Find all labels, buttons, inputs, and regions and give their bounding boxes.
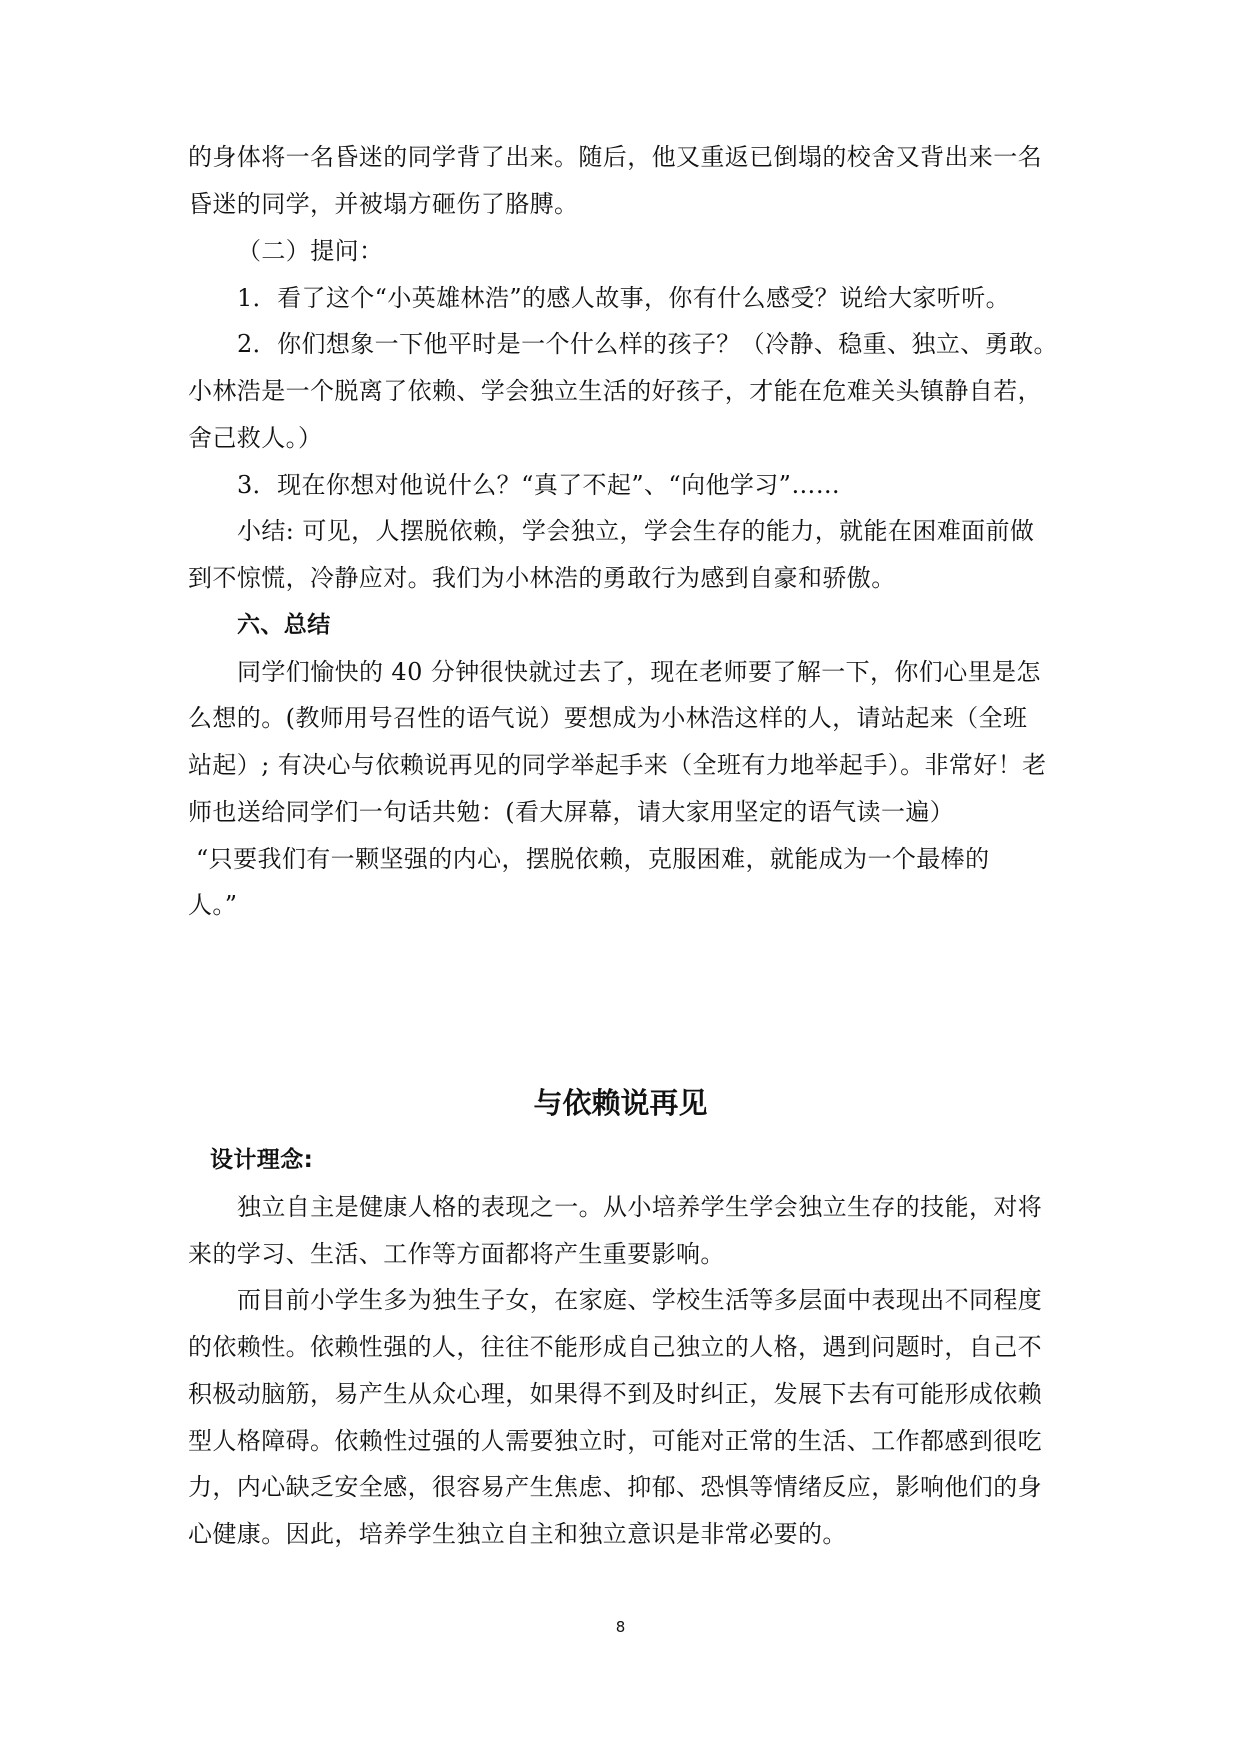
quote-line: 人。” [188,891,238,919]
conclusion-line: 么想的。(教师用号召性的语气说）要想成为小林浩这样的人，请站起来（全班 [188,704,1028,732]
section-heading: 六、总结 [237,612,331,638]
paragraph-line: 的依赖性。依赖性强的人，往往不能形成自己独立的人格，遇到问题时，自己不 [188,1333,1042,1361]
quote-line: “只要我们有一颗坚强的内心，摆脱依赖，克服困难，就能成为一个最棒的 [196,845,990,873]
question-1: 1．看了这个“小英雄林浩”的感人故事，你有什么感受？说给大家听听。 [237,284,1011,312]
question-2-line: 小林浩是一个脱离了依赖、学会独立生活的好孩子，才能在危难关头镇静自若， [188,377,1042,405]
question-2-line: 2．你们想象一下他平时是一个什么样的孩子？（冷静、稳重、独立、勇敢。 [237,330,1058,358]
summary-line: 到不惊慌，冷静应对。我们为小林浩的勇敢行为感到自豪和骄傲。 [188,564,896,592]
design-heading: 设计理念: [210,1147,314,1173]
section-subheading: （二）提问： [237,237,384,265]
paragraph-line: 积极动脑筋，易产生从众心理，如果得不到及时纠正，发展下去有可能形成依赖 [188,1380,1042,1408]
page-number: 8 [615,1618,626,1636]
paragraph-line: 来的学习、生活、工作等方面都将产生重要影响。 [188,1240,725,1268]
conclusion-line: 同学们愉快的 40 分钟很快就过去了，现在老师要了解一下，你们心里是怎 [237,658,1041,686]
conclusion-line: 师也送给同学们一句话共勉：(看大屏幕，请大家用坚定的语气读一遍） [188,798,955,826]
paragraph-line: 而目前小学生多为独生子女，在家庭、学校生活等多层面中表现出不同程度 [237,1286,1043,1314]
paragraph-line: 独立自主是健康人格的表现之一。从小培养学生学会独立生存的技能，对将 [237,1193,1043,1221]
lesson-title: 与依赖说再见 [533,1086,708,1120]
question-2-line: 舍己救人。） [188,424,323,452]
conclusion-line: 站起）; 有决心与依赖说再见的同学举起手来（全班有力地举起手）。非常好！老 [188,751,1047,779]
body-line: 的身体将一名昏迷的同学背了出来。随后，他又重返已倒塌的校舍又背出来一名 [188,143,1042,171]
paragraph-line: 心健康。因此，培养学生独立自主和独立意识是非常必要的。 [188,1520,847,1548]
paragraph-line: 力，内心缺乏安全感，很容易产生焦虑、抑郁、恐惧等情绪反应，影响他们的身 [188,1473,1042,1501]
question-3: 3．现在你想对他说什么？“真了不起”、“向他学习”…… [237,471,841,499]
paragraph-line: 型人格障碍。依赖性过强的人需要独立时，可能对正常的生活、工作都感到很吃 [188,1427,1042,1455]
summary-line: 小结: 可见，人摆脱依赖，学会独立，学会生存的能力，就能在困难面前做 [237,517,1035,545]
body-line: 昏迷的同学，并被塌方砸伤了胳膊。 [188,190,579,218]
